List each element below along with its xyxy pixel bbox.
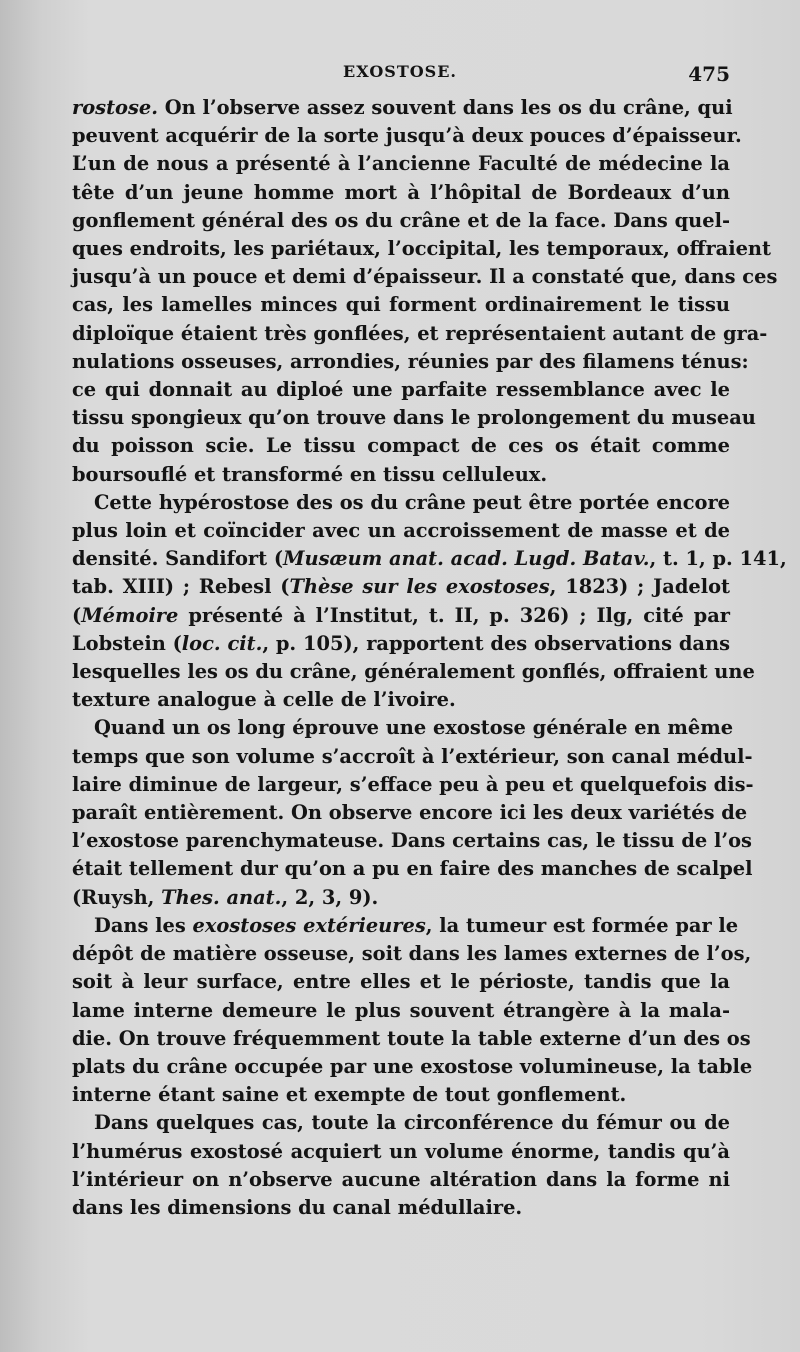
text-line: dans les dimensions du canal médullaire. xyxy=(72,1195,523,1219)
text-line: dépôt de matière osseuse, soit dans les lames externes de l’os, xyxy=(72,942,752,966)
text-line: l’exostose parenchymateuse. Dans certains cas, le tissu de l’os xyxy=(72,829,752,853)
text-line: ques endroits, les pariétaux, l’occipital, les temporaux, offraient xyxy=(72,237,771,261)
text-line: était tellement dur qu’on a pu en faire des manches de scalpel xyxy=(72,857,753,881)
text-line: lesquelles les os du crâne, généralement gonflés, offraient une xyxy=(72,660,755,684)
text-line: L’un de nous a présenté à l’ancienne Faculté de médecine la xyxy=(72,152,730,176)
text-line: laire diminue de largeur, s’efface peu à peu et quelquefois dis- xyxy=(72,772,754,796)
text-line: l’humérus exostosé acquiert un volume énorme, tandis qu’à xyxy=(72,1139,730,1163)
text-line: ce qui donnait au diploé une parfaite ressemblance avec le xyxy=(72,378,730,402)
text-line: densité. Sandifort (Musæum anat. acad. Lugd. Batav., t. 1, p. 141, xyxy=(72,547,787,571)
body-text xyxy=(72,94,787,1222)
text-line: plats du crâne occupée par une exostose volumineuse, la table xyxy=(72,1054,753,1078)
text-line: nulations osseuses, arrondies, réunies par des filamens ténus: xyxy=(72,349,749,373)
text-line: diploïque étaient très gonflées, et représentaient autant de gra- xyxy=(72,321,768,345)
text-line: cas, les lamelles minces qui forment ordinairement le tissu xyxy=(72,293,730,317)
text-line: temps que son volume s’accroît à l’extérieur, son canal médul- xyxy=(72,744,753,768)
text-line: tissu spongieux qu’on trouve dans le prolongement du museau xyxy=(72,406,756,430)
page-number: 475 xyxy=(688,62,730,86)
text-line: du poisson scie. Le tissu compact de ces os était comme xyxy=(72,434,730,458)
text-line: Dans les exostoses extérieures, la tumeur est formée par le xyxy=(94,913,739,937)
text-line: plus loin et coïncider avec un accroissement de masse et de xyxy=(72,519,730,543)
text-line: (Ruysh, Thes. anat., 2, 3, 9). xyxy=(72,885,379,909)
text-line: interne étant saine et exempte de tout gonflement. xyxy=(72,1083,627,1107)
running-head xyxy=(70,62,730,92)
text-line: Dans quelques cas, toute la circonférence du fémur ou de xyxy=(94,1111,730,1135)
text-line: soit à leur surface, entre elles et le périoste, tandis que la xyxy=(72,970,730,994)
text-line: peuvent acquérir de la sorte jusqu’à deux pouces d’épaisseur. xyxy=(72,124,742,148)
text-line: Lobstein (loc. cit., p. 105), rapportent des observations dans xyxy=(72,631,730,655)
text-line: paraît entièrement. On observe encore ici les deux variétés de xyxy=(72,801,748,825)
text-line: tête d’un jeune homme mort à l’hôpital de Bordeaux d’un xyxy=(72,180,730,204)
text-line: die. On trouve fréquemment toute la table externe d’un des os xyxy=(72,1026,751,1050)
text-line: jusqu’à un pouce et demi d’épaisseur. Il a constaté que, dans ces xyxy=(72,265,778,289)
text-line: gonflement général des os du crâne et de la face. Dans quel- xyxy=(72,208,730,232)
text-line: Quand un os long éprouve une exostose générale en même xyxy=(94,716,734,740)
text-line: (Mémoire présenté à l’Institut, t. II, p. 326) ; Ilg, cité par xyxy=(72,603,730,627)
text-line: boursouflé et transformé en tissu celluleux. xyxy=(72,462,548,486)
text-line: texture analogue à celle de l’ivoire. xyxy=(72,688,456,712)
running-title: EXOSTOSE. xyxy=(343,62,457,81)
text-line: Cette hypérostose des os du crâne peut être portée encore xyxy=(94,490,730,514)
text-line: rostose. On l’observe assez souvent dans les os du crâne, qui xyxy=(72,96,733,119)
text-line: l’intérieur on n’observe aucune altération dans la forme ni xyxy=(72,1167,730,1191)
text-line: lame interne demeure le plus souvent étrangère à la mala- xyxy=(72,998,730,1022)
text-line: tab. XIII) ; Rebesl (Thèse sur les exostoses, 1823) ; Jadelot xyxy=(72,575,731,599)
